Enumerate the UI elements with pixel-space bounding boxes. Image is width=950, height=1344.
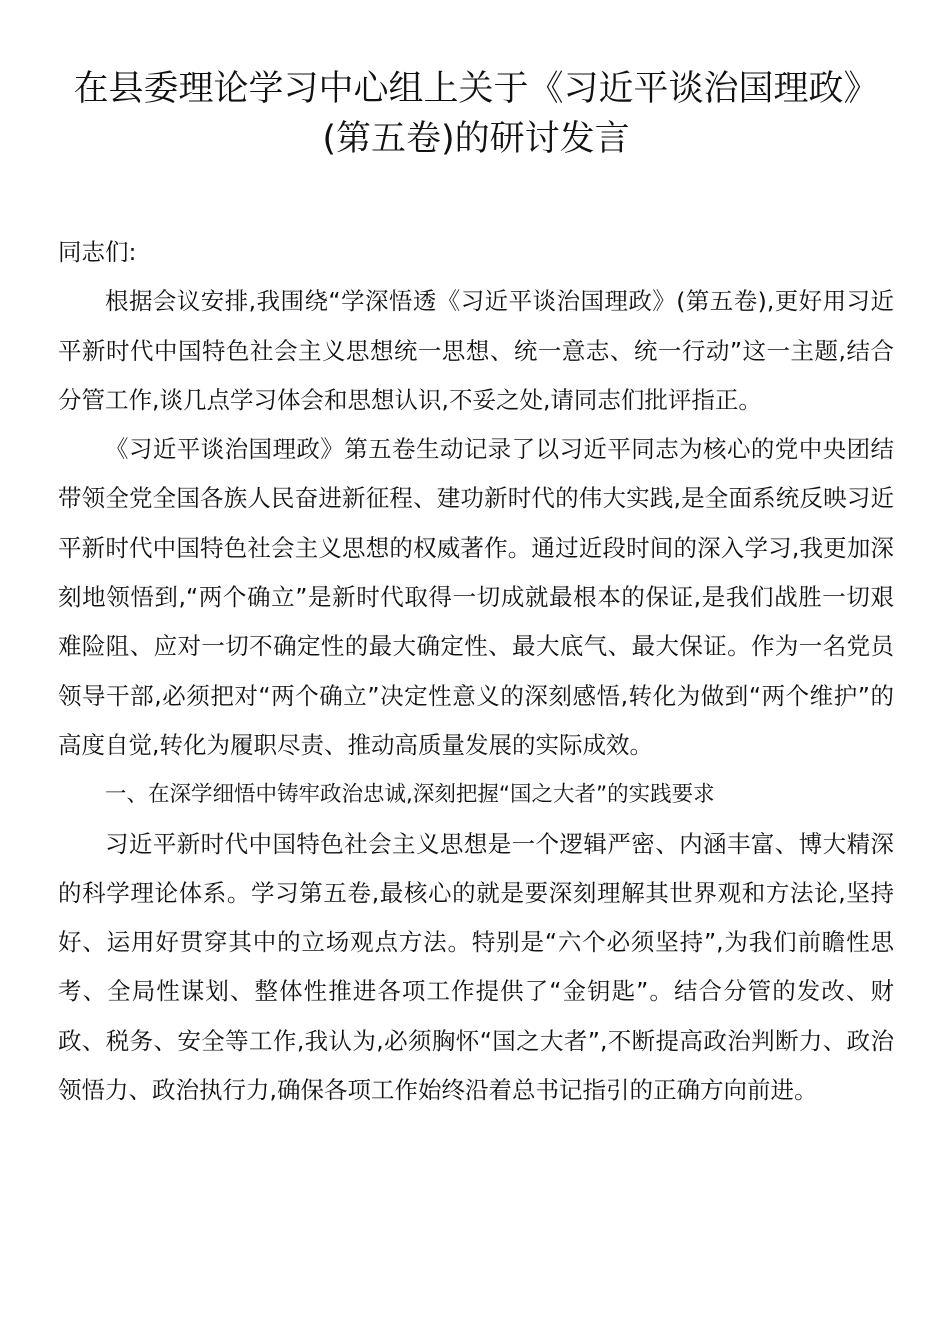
paragraph-overview: 《习近平谈治国理政》第五卷生动记录了以习近平同志为核心的党中央团结带领全党全国各族人民奋进新征程、建功新时代的伟大实践,是全面系统反映习近平新时代中国特色社会主义思想的权威著作。通过近段时间的深入学习,我更加深刻地领悟到,“两个确立”是新时代取得一切成就最根本的保证,是我们战胜一切艰难险阻、应对一切不确定性的最大确定性、最大底气、最大保证。作为一名党员领导干部,必须把对“两个确立”决定性意义的深刻感悟,转化为做到“两个维护”的高度自觉,转化为履职尽责、推动高质量发展的实际成效。 xyxy=(58,435,894,759)
title-line-2: (第五卷)的研讨发言 xyxy=(322,119,630,159)
salutation: 同志们: xyxy=(58,238,137,266)
paragraph-intro: 根据会议安排,我围绕“学深悟透《习近平谈治国理政》(第五卷),更好用习近平新时代中国特色社会主义思想统一思想、统一意志、统一行动”这一主题,结合分管工作,谈几点学习体会和思想认识,不妥之处,请同志们批评指正。 xyxy=(58,287,894,414)
section-heading-1: 一、在深学细悟中铸牢政治忠诚,深刻把握“国之大者”的实践要求 xyxy=(105,782,715,808)
document-title xyxy=(58,64,894,164)
document-page xyxy=(58,64,894,1115)
section-1-paragraph: 习近平新时代中国特色社会主义思想是一个逻辑严密、内涵丰富、博大精深的科学理论体系。学习第五卷,最核心的就是要深刻理解其世界观和方法论,坚持好、运用好贯穿其中的立场观点方法。特别是“六个必须坚持”,为我们前瞻性思考、全局性谋划、整体性推进各项工作提供了“金钥匙”。结合分管的发改、财政、税务、安全等工作,我认为,必须胸怀“国之大者”,不断提高政治判断力、政治领悟力、政治执行力,确保各项工作始终沿着总书记指引的正确方向前进。 xyxy=(58,829,894,1105)
document-body xyxy=(58,228,894,1115)
title-line-1: 在县委理论学习中心组上关于《习近平谈治国理政》 xyxy=(73,69,879,109)
